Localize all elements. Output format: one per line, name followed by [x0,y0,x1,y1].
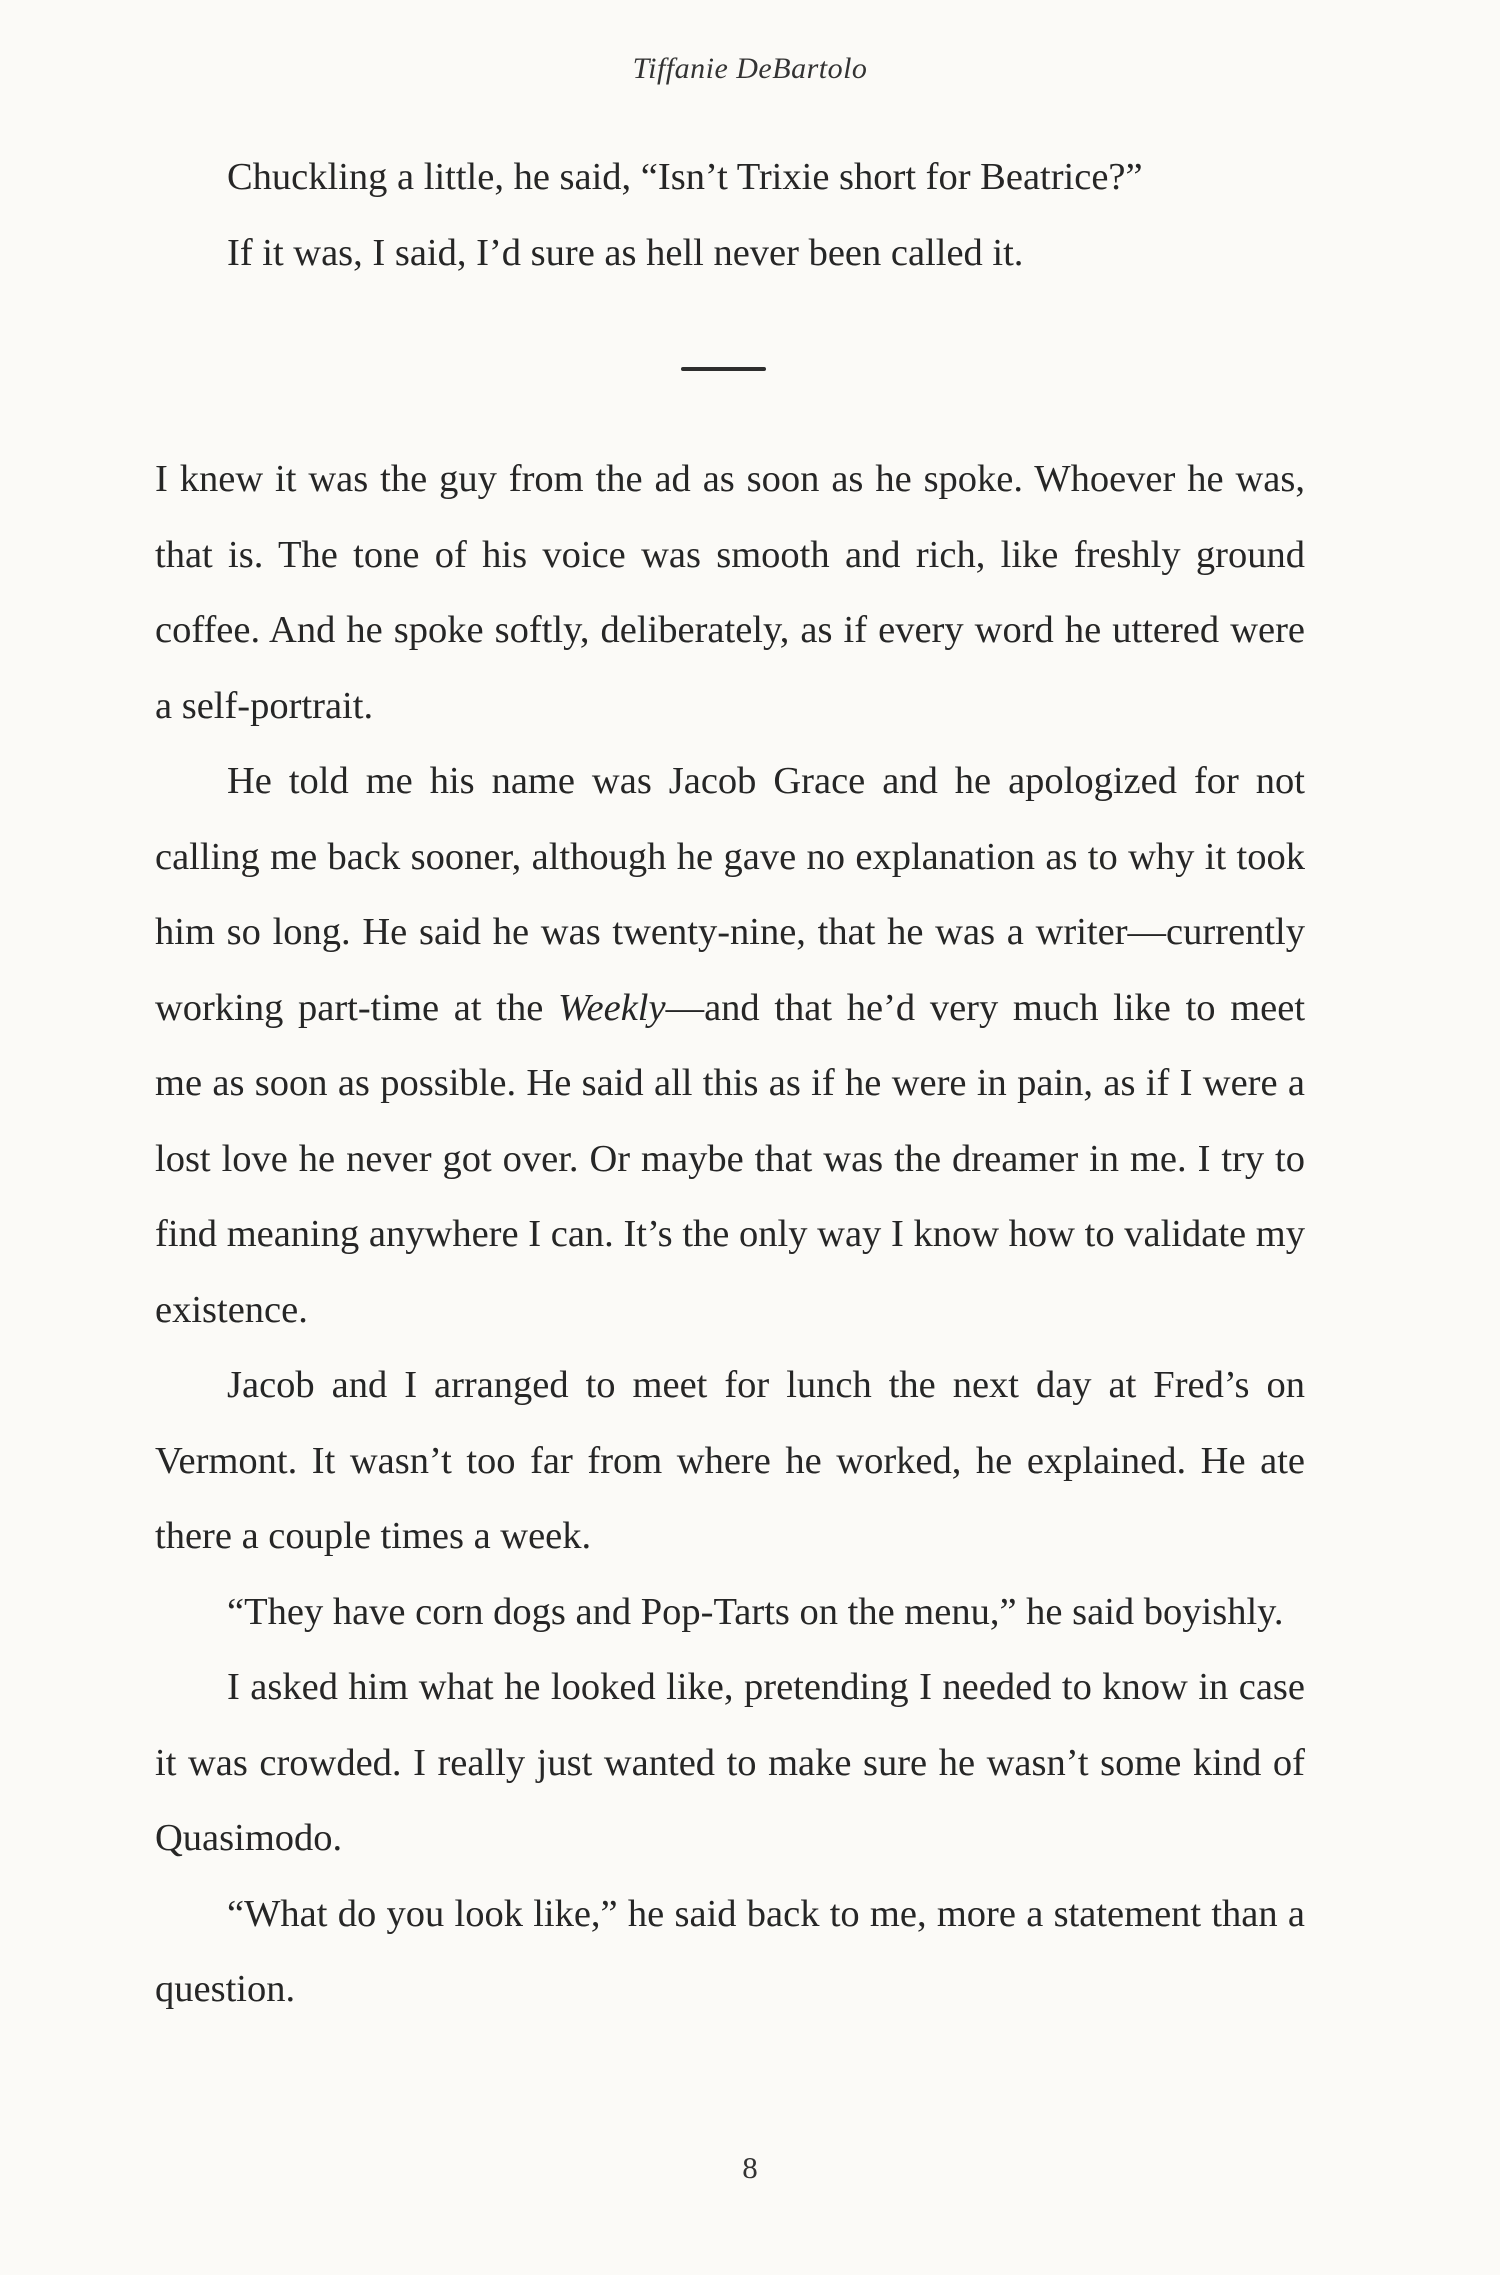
section-break-rule [681,367,766,371]
paragraph-what-do-you-look-like: “What do you look like,” he said back to me, more a statement than a question. [155,1892,1305,2010]
jacob-intro-text-1: He told me his name was Jacob Grace and he apologized for not calling me back sooner, although he gave no explanation as to why it took him so long. He said he was twenty-nine, that he was a writer—currently working part-time at the [155,760,1305,1029]
paragraph-jacob-intro [155,744,1305,1348]
paragraph-corn-dogs: “They have corn dogs and Pop-Tarts on the menu,” he said boyishly. [227,1590,1284,1633]
running-head: Tiffanie DeBartolo [632,52,868,85]
weekly-publication-title: Weekly [557,986,666,1029]
opening-dialogue [155,140,1305,291]
jacob-intro-text-2: —and that he’d very much like to meet me as soon as possible. He said all this as if he were in pain, as if I were a lost love he never got over. Or maybe that was the dreamer in me. I try to find meaning anywhere I can. It’s the only way I know how to validate my existence. [155,986,1306,1331]
paragraph-voice: I knew it was the guy from the ad as soon as he spoke. Whoever he was, that is. The tone of his voice was smooth and rich, like freshly ground coffee. And he spoke softly, deliberately, as if every word he uttered were a self-portrait. [155,458,1305,727]
paragraph-looks: I asked him what he looked like, pretending I needed to know in case it was crowded. I really just wanted to make sure he wasn’t some kind of Quasimodo. [155,1666,1305,1859]
paragraph-beatrice-reply: If it was, I said, I’d sure as hell never been called it. [227,231,1024,274]
paragraph-lunch-plan: Jacob and I arranged to meet for lunch the next day at Fred’s on Vermont. It wasn’t too far from where he worked, he explained. He ate there a couple times a week. [155,1364,1305,1557]
paragraph-trixie-question: Chuckling a little, he said, “Isn’t Trixie short for Beatrice?” [227,156,1143,198]
main-text [155,442,1305,2028]
page-number: 8 [742,2150,758,2185]
